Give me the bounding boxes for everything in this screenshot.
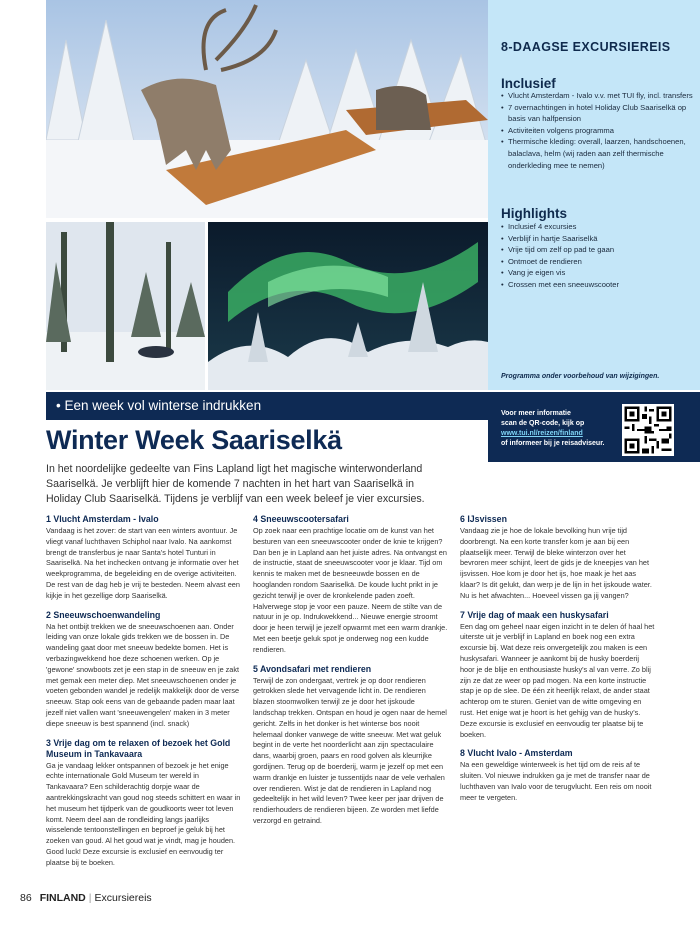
highlight-item: • Crossen met een sneeuwscooter <box>501 279 694 291</box>
day-text: Vandaag is het zover: de start van een winters avontuur. Je vliegt vanaf luchthaven Schiphol naar Ivalo. Na aankomst brengt de transferbus je naar Santa's hotel Tunturi in Saariselkä. Na het inchecken ontvang je informatie over het weekprogramma, de begeleiding en de overige activiteiten. De rest van de dag heb je vrij te besteden. Neem alvast een kijkje in het gezellige dorp Saariselkä. <box>46 526 240 600</box>
day-heading: 2 Sneeuwschoenwandeling <box>46 609 161 620</box>
reindeer-photo <box>46 0 488 218</box>
footer-separator: | <box>88 892 92 904</box>
itinerary-column-2 <box>253 514 448 835</box>
inclusief-item: • Thermische kleding: overall, laarzen, handschoenen, balaclava, helm (wij raden aan zelf thermische onderkleding mee te nemen) <box>501 136 694 171</box>
day-text: Terwijl de zon ondergaat, vertrek je op door rendieren getrokken slede het vervagende licht in. De rendieren blazen stoomwolken terwijl ze je door het ijskoude landschap trekken. Ontspan en houd je ogen naar de hemel gericht. Zelfs in het donker is het winterse bos nooit helemaal donker vanwege de witte sneeuw. Met wat geluk begint in de verte het noorderlicht aan zijn spectaculaire dans, waarbij groen, paars en rood golven als kleurrijke gordijnen. Terug op de boerderij, warm je jezelf op met een warm drankje en luister je tussentijds naar de vele verhalen over rendieren. Wist je dat de rendieren in Lapland nog gedeeltelijk in het wild leven? Twee keer per jaar drijven de rendierhouders de rendieren bijeen. Ze worden met liefde verzorgd en getraind. <box>253 675 447 825</box>
northern-lights-photo <box>208 222 488 390</box>
day-text: Vandaag zie je hoe de lokale bevolking hun vrije tijd doorbrengt. Na een korte transfer kom je aan bij een plaatselijk meer. Terwijl de bleke winterzon over het bevroren meer schijnt, leert de gids je de kneepjes van het ijsvissen. Hoe kom je door het ijs, hoe maak je het aas klaar? Is dit gelukt, dan werp je de lijn in het ijskoude water. Nu is het afwachten... Hoeveel vissen ga jij vangen? <box>460 526 652 600</box>
website-link[interactable]: www.tui.nl/reizen/finland <box>501 430 583 437</box>
trip-info-sidebar <box>488 0 700 390</box>
intro-paragraph: In het noordelijke gedeelte van Fins Lapland ligt het magische winterwonderland Saariselkä. Je verblijft hier de komende 7 nachten in het hart van Saariselkä in Holiday Club Saariselkä. Tijdens je verblijf van een week beleef je vier excursies. <box>46 463 425 505</box>
day-text: Ga je vandaag lekker ontspannen of bezoek je het enige echte internationale Gold Museum ter wereld in Tankavaara? Een schilderachtig dorpje waar de aantrekkingskracht van goud nog steeds schittert en waar in het museum het tijdperk van de goudkoorts weer tot leven komt. Neem deel aan de rondleiding langs jaarlijks wisselende tentoonstellingen en beproef je geluk bij het zoeken van goud. Al het goud wat je vindt, mag je houden. Good luck! Deze excursie is exclusief en eenvoudig ter plaatse bij te boeken. <box>46 760 241 867</box>
trip-type-heading: 8-DAAGSE EXCURSIEREIS <box>501 40 671 54</box>
inclusief-heading: Inclusief <box>501 76 556 91</box>
itinerary-column-1 <box>46 514 241 877</box>
qr-info-box <box>488 392 700 462</box>
day-text: Een dag om geheel naar eigen inzicht in te delen óf haal het uiterste uit je verblijf in Lapland en boek nog een extra excursie bij. Wat deze reis onvergetelijk zou maken is een huskysafari. Wanneer je aankomt bij de husky boerderij hoor je de blije en enthousiaste husky's al van verre. Zo blij zijn ze dat ze weer op pad mogen. Na een korte instructie stap je op de slee. De één zit heerlijk relaxt, de ander staat achterop om te sturen. Geniet van de witte omgeving en rust. Het enige wat je hoort is het gehijg van de husky's. Deze excursie is exclusief en eenvoudig ter plaatse bij te boeken. <box>460 621 655 739</box>
qr-code-icon[interactable] <box>622 404 674 456</box>
footer-country: FINLAND <box>39 892 86 904</box>
tagline-text: • Een week vol winterse indrukken <box>56 398 262 413</box>
qr-line: of informeer bij je reisadviseur. <box>501 440 605 447</box>
day-heading: 7 Vrije dag of maak een huskysafari <box>460 609 609 620</box>
page-title: Winter Week Saariselkä <box>46 425 342 455</box>
page-footer <box>20 892 152 904</box>
highlight-item: • Vrije tijd om zelf op pad te gaan <box>501 244 694 256</box>
page-number: 86 <box>20 892 32 904</box>
program-disclaimer: Programma onder voorbehoud van wijzigingen. <box>501 373 660 380</box>
inclusief-list <box>501 90 694 171</box>
day-text: Op zoek naar een prachtige locatie om de kunst van het besturen van een sneeuwscooter onder de knie te krijgen? Dan ben je in Lapland aan het juiste adres. Na ontvangst en de instructie, staat de sneeuwscooter voor je klaar. Tijd om kennis te maken met de besneeuwde bossen en de hooglanden rondom Saariselkä. De koude lucht prikt in je gezicht terwijl je over de kronkelende paden zoeft. Halverwege stop je voor een pauze. Neem de stilte van de natuur in je op. Indrukwekkend... Nieuwe energie stroomt door je heen terwijl je jezelf opwarmt met een warm drankje. Met een beetje geluk spot je onderweg nog een kudde rendieren. <box>253 526 448 654</box>
day-text: Na het ontbijt trekken we de sneeuwschoenen aan. Onder leiding van onze lokale gids trekken we de bossen in. De wandeling gaat door met sneeuw bedekte bomen. Het is verbazingwekkend hoe deze schoenen werken. Op je 'gewone' snowboots zet je een stap in de sneeuw en je zakt met gemak een meter diep. Met sneeuwschoenen onder je voeten gebonden wandel je redelijk makkelijk door de verse sneeuw. Stap ook eens van de gebaande paden maar laat jezelf niet vallen want 'sneeuwengelen' maken in 3 meter diepe sneeuw is best spannend (incl. snack) <box>46 621 240 728</box>
inclusief-item: • Vlucht Amsterdam - Ivalo v.v. met TUI fly, incl. transfers <box>501 90 694 102</box>
highlight-item: • Verblijf in hartje Saariselkä <box>501 233 694 245</box>
qr-line: scan de QR-code, kijk op <box>501 420 585 427</box>
day-heading: 6 IJsvissen <box>460 514 507 524</box>
highlights-list <box>501 221 694 291</box>
highlight-item: • Vang je eigen vis <box>501 267 694 279</box>
day-heading: 5 Avondsafari met rendieren <box>253 663 372 674</box>
day-heading: 3 Vrije dag om te relaxen of bezoek het Gold Museum in Tankavaara <box>46 737 231 759</box>
qr-info-text <box>501 409 621 449</box>
highlight-item: • Ontmoet de rendieren <box>501 256 694 268</box>
footer-section: Excursiereis <box>94 892 152 904</box>
day-text: Na een geweldige winterweek is het tijd om de reis af te sluiten. Vol nieuwe indrukken ga je met de transfer naar de luchthaven van Ivalo voor de terugvlucht. Een reis om nooit meer te vergeten. <box>460 760 652 802</box>
tagline-banner <box>46 392 488 420</box>
inclusief-item: • Activiteiten volgens programma <box>501 125 694 137</box>
highlight-item: • Inclusief 4 excursies <box>501 221 694 233</box>
inclusief-item: • 7 overnachtingen in hotel Holiday Club Saariselkä op basis van halfpension <box>501 102 694 125</box>
highlights-heading: Highlights <box>501 206 567 221</box>
day-heading: 8 Vlucht Ivalo - Amsterdam <box>460 748 573 759</box>
snowy-forest-photo <box>46 222 205 390</box>
itinerary-column-3 <box>460 514 655 812</box>
day-heading: 4 Sneeuwscootersafari <box>253 514 349 524</box>
qr-line: Voor meer informatie <box>501 410 571 417</box>
day-heading: 1 Vlucht Amsterdam - Ivalo <box>46 514 159 524</box>
